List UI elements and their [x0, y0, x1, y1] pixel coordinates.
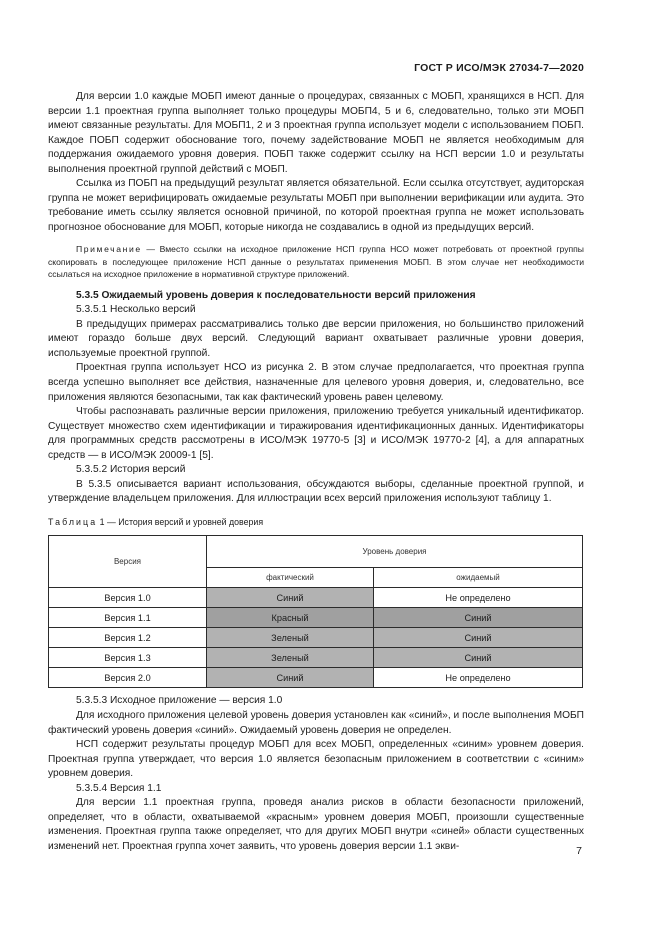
header-trust-level: Уровень доверия — [207, 536, 583, 568]
header-expected: ожидаемый — [374, 568, 583, 588]
table-caption — [48, 515, 584, 530]
version-history-table — [48, 535, 583, 688]
cell-expected: Синий — [374, 628, 583, 648]
cell-expected: Синий — [374, 648, 583, 668]
table-row — [49, 668, 583, 688]
cell-version: Версия 2.0 — [49, 668, 207, 688]
header-actual: фактический — [207, 568, 374, 588]
subsection-heading: 5.3.5.3 Исходное приложение — версия 1.0 — [76, 695, 283, 707]
table-row — [49, 588, 583, 608]
cell-actual: Красный — [207, 608, 374, 628]
subsection-heading: 5.3.5.4 Версия 1.1 — [76, 782, 162, 794]
subsection-heading: 5.3.5.1 Несколько версий — [76, 304, 196, 316]
cell-version: Версия 1.3 — [49, 648, 207, 668]
cell-actual: Зеленый — [207, 628, 374, 648]
paragraph: Для версии 1.1 проектная группа, проведя анализ рисков в области безопасности приложений, определяет, что в области, охватываемой «красным» уровнем доверия МОБП, произошли существенные изменения. Проектная группа также определяет, что для других МОБП внутри «синей» области существенных изменений нет. Проектная группа хочет заявить, что уровень доверия версии 1.1 экви- — [48, 797, 584, 852]
section-heading: 5.3.5 Ожидаемый уровень доверия к последовательности версий приложения — [76, 289, 476, 301]
paragraph: Для версии 1.0 каждые МОБП имеют данные о процедурах, связанных с МОБП, хранящихся в НСП. Для версии 1.1 проектная группа выполняет только процедуры МОБП4, 5 и 6, следовательно, только эти МОБП имеют связанные результаты. Для МОБП1, 2 и 3 проектная группа использует модели с использованием ПОБП. Каждое ПОБП содержит обоснование того, почему задействование МОБП не является необходимым для поддержания ожидаемого уровня доверия. ПОБП также содержит ссылку на НСП версии 1.0 и результаты выполнения проектной группой действий с МОБП. — [48, 91, 584, 175]
cell-expected: Не определено — [374, 588, 583, 608]
cell-version: Версия 1.1 — [49, 608, 207, 628]
cell-actual: Синий — [207, 588, 374, 608]
document-body — [48, 90, 584, 854]
note-block — [48, 243, 584, 280]
cell-expected: Синий — [374, 608, 583, 628]
paragraph: НСП содержит результаты процедур МОБП для всех МОБП, определенных «синим» уровнем доверия. Проектная группа утверждает, что версия 1.0 является безопасным приложением в соответствии с «синим» уровнем доверия. — [48, 739, 584, 780]
note-lead: Примечание — [76, 244, 142, 255]
note-text: — Вместо ссылки на исходное приложение НСП группа НСО может потребовать от проектной группы скопировать в последующее приложение НСП данные о результатах применения МОБП. В этом случае нет необходимости ссылаться на исходное приложение в нормативной структуре приложений. — [48, 244, 584, 280]
paragraph: Ссылка из ПОБП на предыдущий результат является обязательной. Если ссылка отсутствует, аудиторская группа не может верифицировать ожидаемые результаты МОБП при выполнении верификации или аудита. Это требование иметь ссылку является основной причиной, по которой проектная группа не может использовать прогнозное обоснование для МОБП, которые никогда не создавались в одной из предыдущих версий. — [48, 178, 584, 233]
paragraph: Проектная группа использует НСО из рисунка 2. В этом случае предполагается, что проектная группа всегда успешно выполняет все действия, назначенные для целевого уровня доверия, и, следовательно, все приложения являются безопасными, так как фактический уровень равен целевому. — [48, 362, 584, 403]
table-row — [49, 608, 583, 628]
table-row — [49, 628, 583, 648]
header-version: Версия — [49, 536, 207, 588]
table-caption-lead: Таблица — [48, 516, 98, 527]
subsection-heading: 5.3.5.2 История версий — [76, 464, 186, 476]
paragraph: В 5.3.5 описывается вариант использования, обсуждаются выборы, сделанные проектной группой, и утверждение владельцем приложения. Для иллюстрации всех версий приложения используют таблицу 1. — [48, 478, 584, 505]
paragraph: Чтобы распознавать различные версии приложения, приложению требуется уникальный идентификатор. Существует множество схем идентификации и тиражирования идентификационных данных. Идентификаторы для программных средств рассмотрены в ИСО/МЭК 19770-5 [3] и ИСО/МЭК 19770-2 [4], а для аппаратных средств — в ИСО/МЭК 20009-1 [5]. — [48, 406, 584, 461]
table-row — [49, 648, 583, 668]
cell-actual: Зеленый — [207, 648, 374, 668]
paragraph: Для исходного приложения целевой уровень доверия установлен как «синий», и после выполнения МОБП фактический уровень доверия «синий». Ожидаемый уровень доверия не определен. — [48, 709, 584, 736]
page-number: 7 — [576, 845, 582, 857]
document-header: ГОСТ Р ИСО/МЭК 27034-7—2020 — [414, 62, 584, 74]
paragraph: В предыдущих примерах рассматривались только две версии приложения, но большинство приложений имеют гораздо больше двух версий. Следующий вариант охватывает различные уровни доверия, используемые проектной группой. — [48, 318, 584, 359]
cell-expected: Не определено — [374, 668, 583, 688]
cell-version: Версия 1.0 — [49, 588, 207, 608]
cell-version: Версия 1.2 — [49, 628, 207, 648]
cell-actual: Синий — [207, 668, 374, 688]
table-caption-text: 1 — История версий и уровней доверия — [97, 516, 264, 527]
